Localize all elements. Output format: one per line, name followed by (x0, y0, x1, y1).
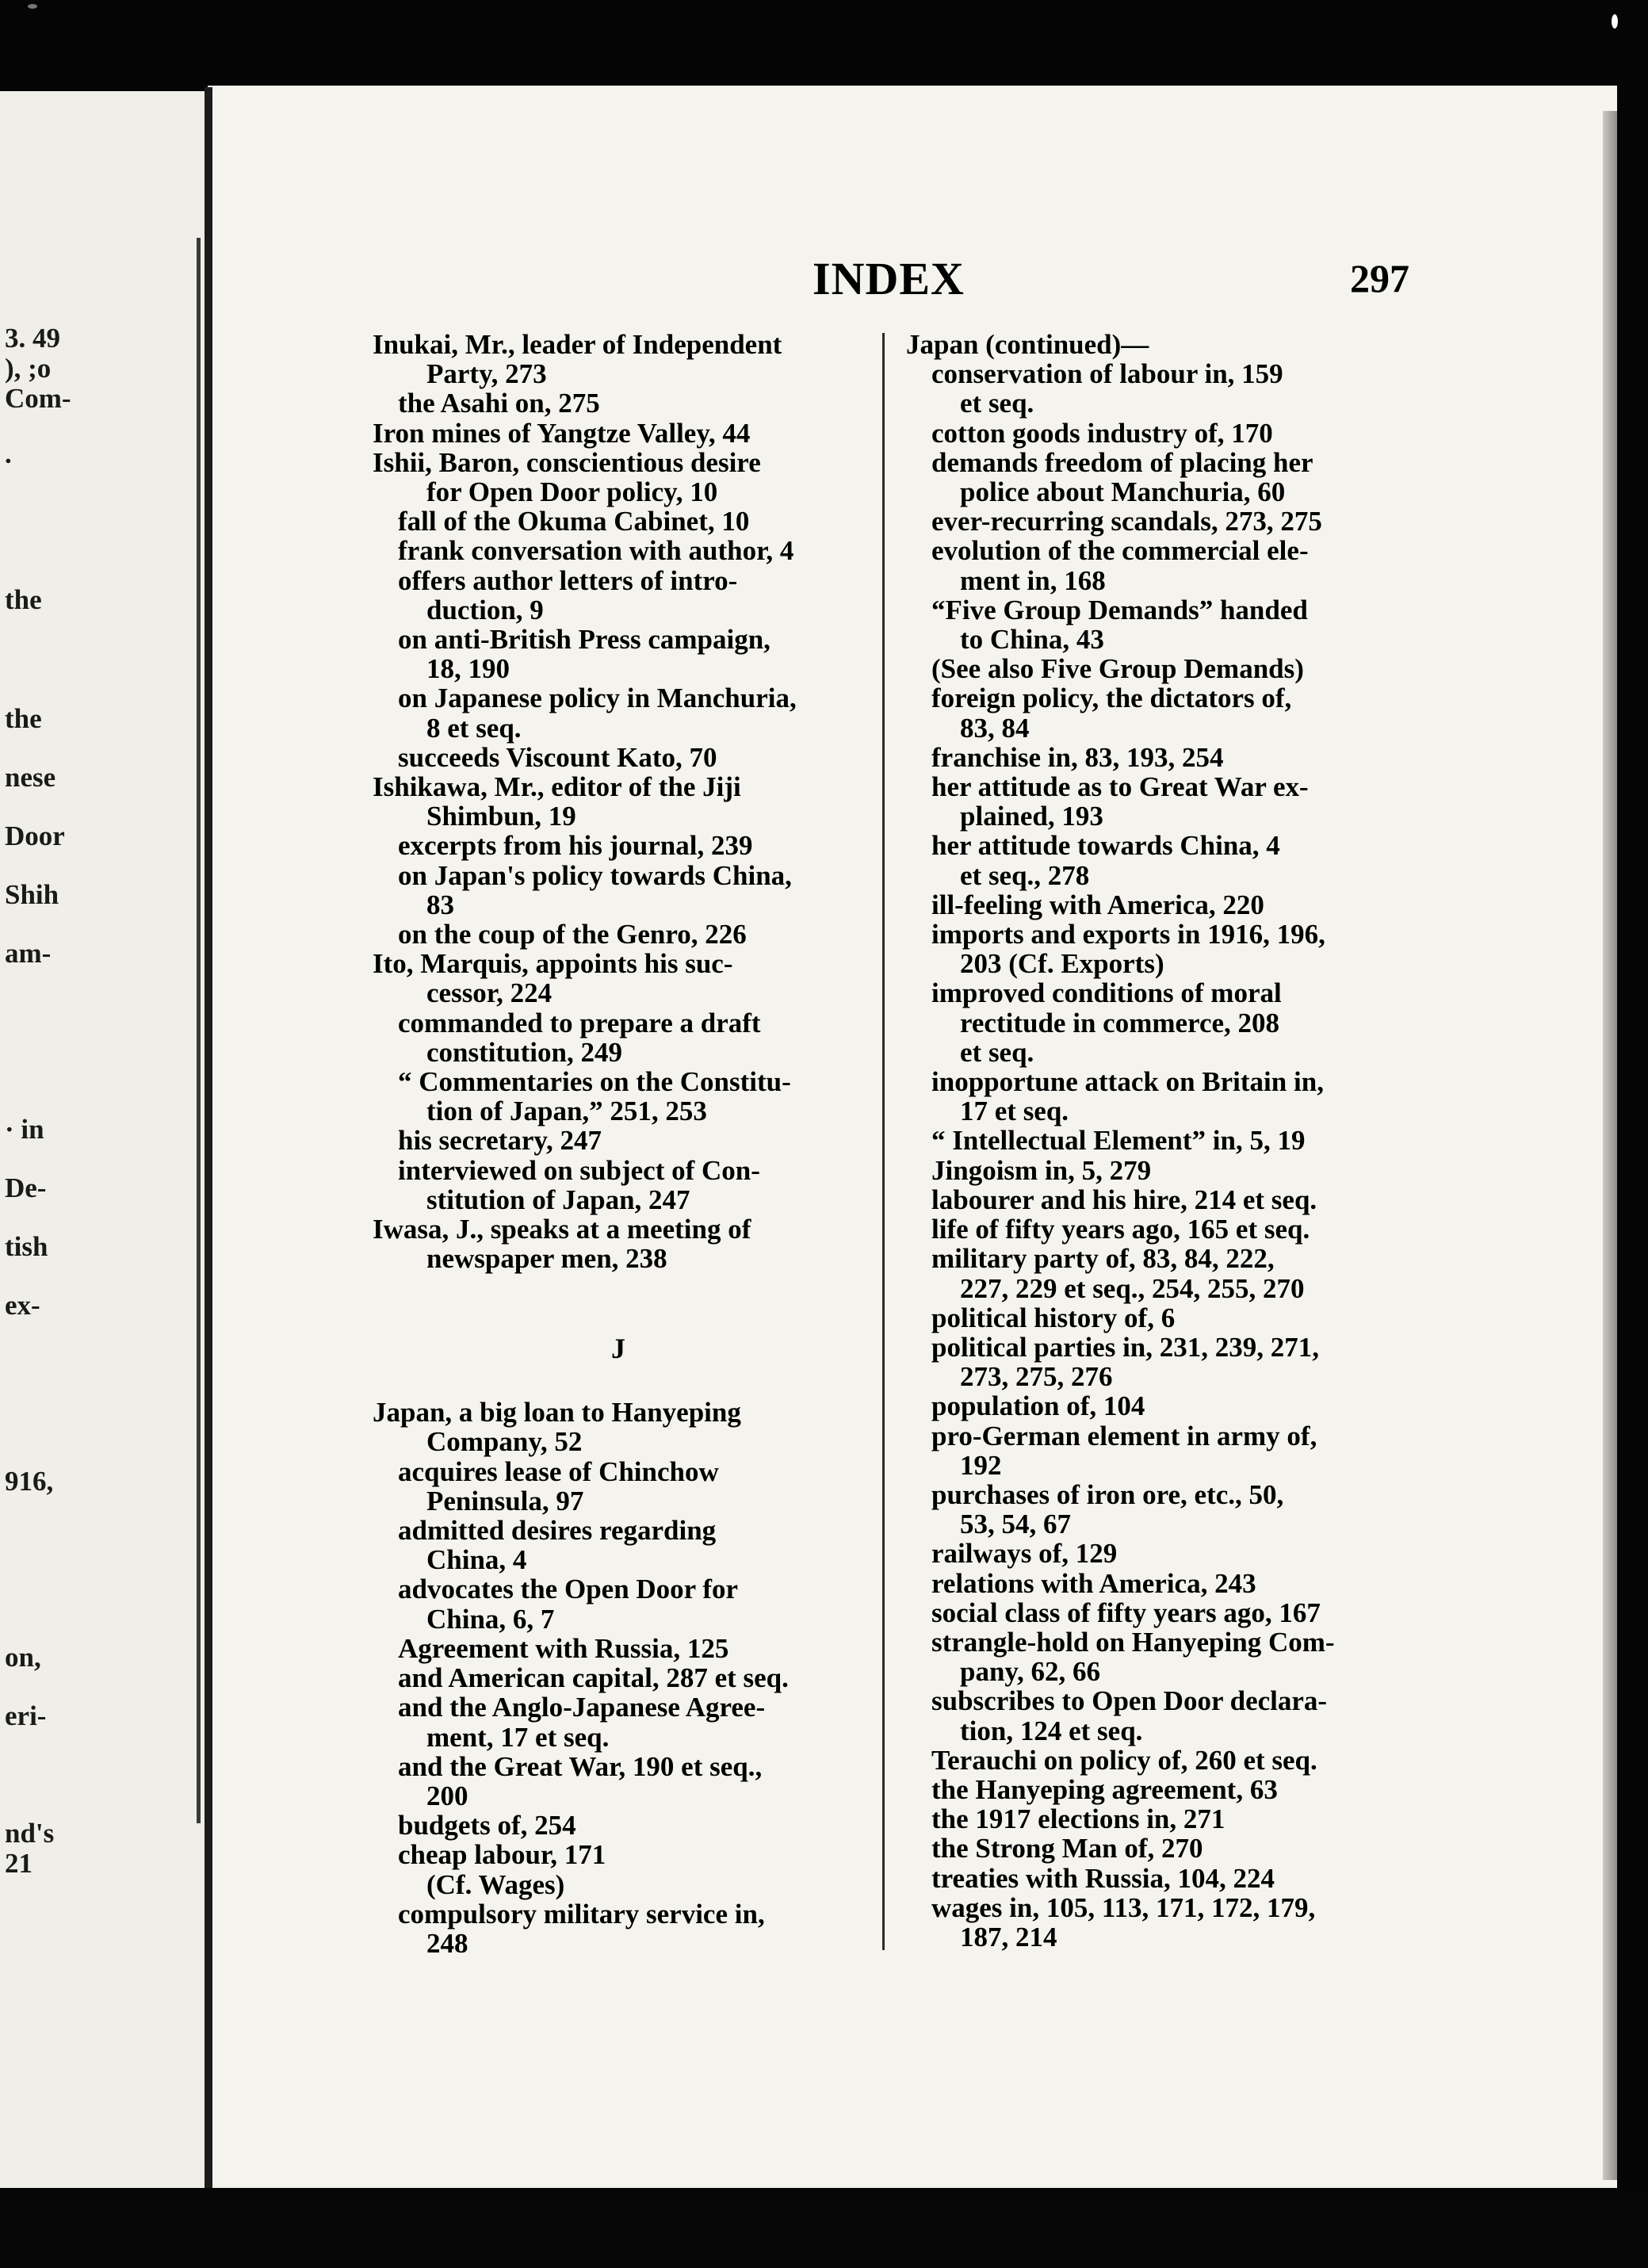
gutter-shadow (197, 238, 201, 1823)
index-subentry: ill-feeling with America, 220 (931, 889, 1264, 920)
index-subentry: on Japan's policy towards China, (398, 859, 792, 891)
index-subentry: excerpts from his journal, 239 (398, 830, 753, 862)
index-subentry: interviewed on subject of Con- (398, 1154, 760, 1186)
index-subentry: political parties in, 231, 239, 271, (931, 1331, 1320, 1363)
index-subentry: Jingoism in, 5, 279 (931, 1154, 1152, 1186)
index-entry: Japan, a big loan to Hanyeping (373, 1397, 741, 1428)
index-subentry: “ Intellectual Element” in, 5, 19 (931, 1125, 1306, 1157)
index-subentry: life of fifty years ago, 165 et seq. (931, 1214, 1310, 1245)
index-subentry: pro-German element in army of, (931, 1420, 1317, 1451)
index-subentry: et seq. (960, 388, 1034, 419)
index-subentry: military party of, 83, 84, 222, (931, 1243, 1275, 1275)
facing-page-text: 916, (5, 1466, 54, 1497)
index-subentry: and American capital, 287 et seq. (398, 1662, 789, 1694)
index-subentry: (See also Five Group Demands) (931, 653, 1304, 685)
index-subentry: strangle-hold on Hanyeping Com- (931, 1626, 1335, 1658)
index-entry: Iron mines of Yangtze Valley, 44 (373, 417, 751, 449)
index-subentry: newspaper men, 238 (426, 1243, 667, 1275)
index-subentry: pany, 62, 66 (960, 1656, 1100, 1688)
index-subentry: the Asahi on, 275 (398, 388, 600, 419)
index-subentry: fall of the Okuma Cabinet, 10 (398, 506, 750, 537)
index-subentry: 83 (426, 889, 454, 920)
facing-page-text: Shih (5, 879, 59, 910)
index-subentry: stitution of Japan, 247 (426, 1184, 690, 1215)
index-subentry: and the Great War, 190 et seq., (398, 1750, 763, 1782)
index-subentry: budgets of, 254 (398, 1810, 576, 1842)
index-subentry: population of, 104 (931, 1390, 1145, 1422)
index-subentry: purchases of iron ore, etc., 50, (931, 1478, 1284, 1510)
index-column-left (373, 330, 864, 1958)
index-subentry: duction, 9 (426, 594, 544, 625)
index-subentry: cotton goods industry of, 170 (931, 417, 1273, 449)
page-title: INDEX (813, 253, 965, 304)
facing-page-text: tish (5, 1231, 48, 1262)
index-subentry: “ Commentaries on the Constitu- (398, 1066, 791, 1098)
index-subentry: conservation of labour in, 159 (931, 358, 1283, 390)
index-subentry: commanded to prepare a draft (398, 1007, 761, 1038)
index-subentry: et seq., 278 (960, 859, 1090, 891)
index-subentry: improved conditions of moral (931, 977, 1282, 1009)
index-subentry: 248 (426, 1927, 468, 1959)
index-subentry: labourer and his hire, 214 et seq. (931, 1184, 1317, 1215)
index-entry: Iwasa, J., speaks at a meeting of (373, 1214, 751, 1245)
index-subentry: plained, 193 (960, 801, 1103, 832)
index-subentry: offers author letters of intro- (398, 564, 738, 596)
index-subentry: acquires lease of Chinchow (398, 1455, 719, 1487)
index-subentry: advocates the Open Door for (398, 1574, 739, 1605)
index-subentry: on the coup of the Genro, 226 (398, 919, 747, 950)
facing-page-text: nese (5, 762, 56, 793)
index-subentry: on Japanese policy in Manchuria, (398, 683, 797, 714)
index-subentry: evolution of the commercial ele- (931, 535, 1309, 567)
facing-page-text: eri- (5, 1700, 47, 1731)
index-subentry: China, 6, 7 (426, 1603, 555, 1635)
index-subentry: tion, 124 et seq. (960, 1715, 1143, 1746)
index-subentry: ment, 17 et seq. (426, 1721, 610, 1753)
facing-page-text: 21 (5, 1848, 33, 1879)
index-subentry: frank conversation with author, 4 (398, 535, 794, 567)
facing-page-text: the (5, 584, 42, 615)
index-subentry: her attitude towards China, 4 (931, 830, 1280, 862)
index-subentry: the Hanyeping agreement, 63 (931, 1773, 1278, 1805)
index-subentry: imports and exports in 1916, 196, (931, 919, 1325, 950)
index-subentry: 18, 190 (426, 653, 510, 685)
index-subentry: relations with America, 243 (931, 1567, 1256, 1599)
index-entry: Ishii, Baron, conscientious desire (373, 446, 761, 478)
index-subentry: tion of Japan,” 251, 253 (426, 1096, 707, 1127)
index-subentry: his secretary, 247 (398, 1125, 602, 1157)
index-subentry: 83, 84 (960, 712, 1030, 744)
index-subentry: cessor, 224 (426, 977, 553, 1009)
scan-speck (1612, 14, 1618, 29)
index-subentry: her attitude as to Great War ex- (931, 771, 1309, 803)
index-subentry: ment in, 168 (960, 564, 1106, 596)
index-subentry: to China, 43 (960, 624, 1104, 656)
index-subentry: foreign policy, the dictators of, (931, 683, 1292, 714)
index-subentry: constitution, 249 (426, 1036, 622, 1068)
index-subentry: Peninsula, 97 (426, 1485, 584, 1516)
index-subentry: police about Manchuria, 60 (960, 476, 1286, 508)
index-subentry: et seq. (960, 1036, 1034, 1068)
index-subentry: social class of fifty years ago, 167 (931, 1597, 1321, 1628)
facing-page-text: ex- (5, 1290, 40, 1321)
index-subentry: 203 (Cf. Exports) (960, 948, 1164, 980)
facing-page-text: nd's (5, 1818, 55, 1849)
index-subentry: 17 et seq. (960, 1096, 1069, 1127)
index-subentry: 8 et seq. (426, 712, 522, 744)
index-subentry: Shimbun, 19 (426, 801, 576, 832)
index-subentry: treaties with Russia, 104, 224 (931, 1862, 1275, 1894)
index-entry: Ito, Marquis, appoints his suc- (373, 948, 733, 980)
facing-page-text: ), ;o (5, 353, 52, 384)
facing-page-text: the (5, 703, 42, 734)
spacer (373, 1274, 864, 1303)
index-subentry: 192 (960, 1449, 1002, 1481)
index-subentry: succeeds Viscount Kato, 70 (398, 741, 717, 773)
index-subentry: 53, 54, 67 (960, 1509, 1071, 1540)
index-subentry: 227, 229 et seq., 254, 255, 270 (960, 1272, 1305, 1304)
index-subentry: franchise in, 83, 193, 254 (931, 741, 1224, 773)
index-entry: Inukai, Mr., leader of Independent (373, 329, 782, 360)
facing-page-text: am- (5, 938, 52, 969)
scan-border (0, 2188, 1648, 2268)
index-subentry: 187, 214 (960, 1921, 1057, 1952)
index-subentry: Terauchi on policy of, 260 et seq. (931, 1744, 1317, 1776)
page-edge-shadow (1603, 111, 1617, 2180)
index-subentry: subscribes to Open Door declara- (931, 1685, 1328, 1717)
facing-page-text: De- (5, 1172, 47, 1203)
index-subentry: compulsory military service in, (398, 1898, 765, 1930)
index-subentry: inopportune attack on Britain in, (931, 1066, 1324, 1098)
spacer (373, 1303, 864, 1333)
facing-page-text: on, (5, 1642, 41, 1673)
facing-page-text: · in (5, 1114, 44, 1145)
index-subentry: China, 4 (426, 1544, 527, 1576)
index-subentry: 273, 275, 276 (960, 1361, 1113, 1393)
index-subentry: and the Anglo-Japanese Agree- (398, 1692, 766, 1723)
facing-page-text: . (5, 438, 12, 469)
scan-speck (28, 4, 37, 9)
index-subentry: rectitude in commerce, 208 (960, 1007, 1280, 1038)
facing-page-text: Door (5, 820, 65, 851)
index-subentry: railways of, 129 (931, 1538, 1118, 1570)
page-number: 297 (1350, 256, 1409, 300)
spacer (373, 1368, 864, 1398)
index-subentry: the 1917 elections in, 271 (931, 1803, 1225, 1835)
index-subentry: the Strong Man of, 270 (931, 1833, 1203, 1865)
book-gutter (205, 87, 212, 2188)
index-entry: Japan (continued)— (906, 329, 1149, 360)
facing-page-text: 3. 49 (5, 323, 60, 354)
index-subentry: demands freedom of placing her (931, 446, 1313, 478)
index-subentry: cheap labour, 171 (398, 1839, 606, 1871)
index-subentry: 200 (426, 1780, 468, 1811)
index-subentry: Party, 273 (426, 358, 547, 390)
index-subentry: Company, 52 (426, 1426, 583, 1458)
index-subentry: on anti-British Press campaign, (398, 624, 770, 656)
column-divider (882, 333, 885, 1950)
facing-page-text: Com- (5, 383, 71, 414)
index-subentry: “Five Group Demands” handed (931, 594, 1308, 625)
index-column-right (906, 330, 1405, 1952)
index-entry: Ishikawa, Mr., editor of the Jiji (373, 771, 741, 803)
section-letter: J (611, 1332, 625, 1364)
index-subentry: (Cf. Wages) (426, 1868, 565, 1900)
index-subentry: for Open Door policy, 10 (426, 476, 718, 508)
index-subentry: political history of, 6 (931, 1302, 1176, 1333)
index-subentry: wages in, 105, 113, 171, 172, 179, (931, 1891, 1316, 1923)
index-subentry: Agreement with Russia, 125 (398, 1632, 729, 1664)
index-subentry: ever-recurring scandals, 273, 275 (931, 506, 1322, 537)
index-subentry: admitted desires regarding (398, 1515, 717, 1547)
